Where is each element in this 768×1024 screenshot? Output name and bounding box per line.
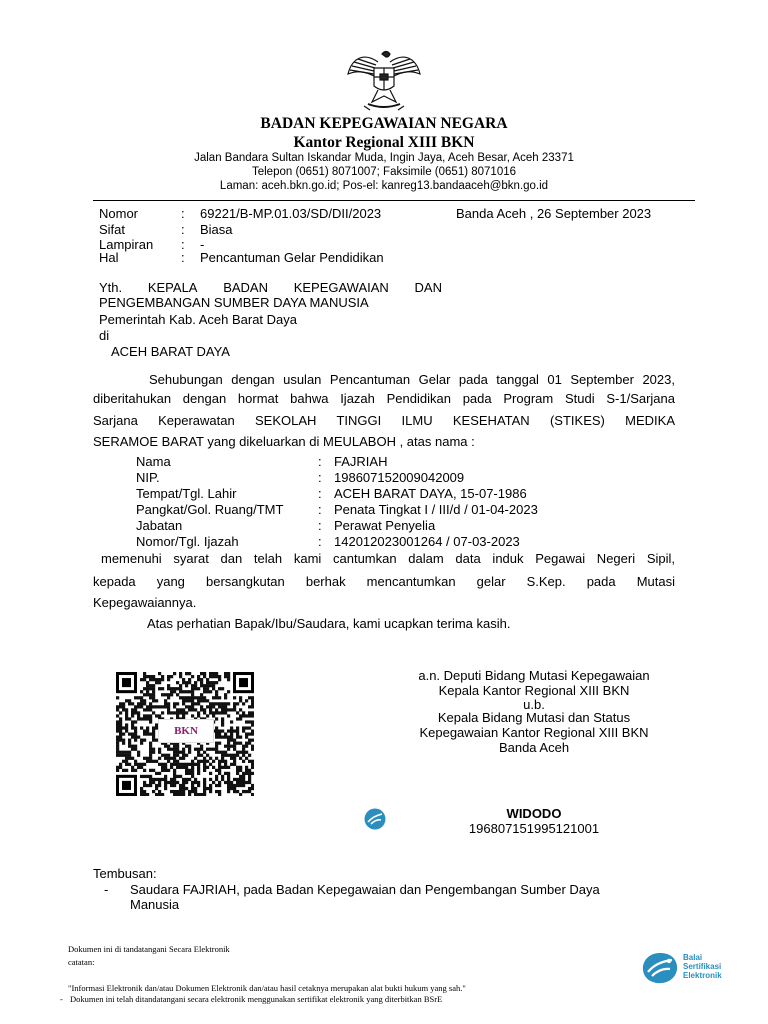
recipient-word: DAN (414, 280, 442, 295)
bsre-label-line: Elektronik (683, 971, 722, 980)
signature-line: Kepegawaian Kantor Regional XIII BKN (419, 725, 649, 740)
field-colon: : (318, 454, 322, 469)
cc-item-line: Manusia (130, 897, 180, 912)
signature-line: a.n. Deputi Bidang Mutasi Kepegawaian (418, 668, 650, 683)
field-value-rank: Penata Tingkat I / III/d / 01-04-2023 (334, 502, 538, 517)
meta-colon: : (181, 222, 185, 237)
body-para1-line: diberitahukan dengan hormat bahwa Ijazah Pendidikan pada Program Studi S-1/Sarjana (93, 391, 675, 406)
field-label-rank: Pangkat/Gol. Ruang/TMT (136, 502, 284, 517)
letterhead-divider (93, 200, 695, 201)
garuda-emblem-icon (344, 48, 424, 114)
recipient-word: KEPALA (147, 280, 198, 295)
cc-bullet: - (104, 882, 109, 897)
meta-colon: : (181, 237, 185, 252)
recipient-line-4: di (99, 328, 110, 343)
field-value-nama: FAJRIAH (334, 454, 388, 469)
footer-note: catatan: (68, 957, 95, 967)
body-para1-line: Sarjana Keperawatan SEKOLAH TINGGI ILMU KESEHATAN (STIKES) MEDIKA (93, 413, 675, 428)
cc-title: Tembusan: (93, 866, 157, 881)
recipient-line-5: ACEH BARAT DAYA (111, 344, 230, 359)
org-web: Laman: aceh.bkn.go.id; Pos-el: kanreg13.bandaaceh@bkn.go.id (219, 180, 549, 192)
meta-colon: : (181, 250, 185, 265)
signature-line: Kepala Bidang Mutasi dan Status (437, 710, 631, 725)
recipient-word: KEPEGAWAIAN (293, 280, 389, 295)
bsre-label-line: Balai (683, 953, 703, 962)
place-date: Banda Aceh , 26 September 2023 (456, 206, 652, 221)
org-name: BADAN KEPEGAWAIAN NEGARA (260, 115, 508, 132)
bsre-label-line: Sertifikasi (683, 962, 722, 971)
field-value-nip: 198607152009042009 (334, 470, 465, 485)
signer-name: WIDODO (506, 806, 562, 821)
field-label-birth: Tempat/Tgl. Lahir (136, 486, 237, 501)
bsre-logo-icon (640, 950, 680, 986)
footer-bullet: - (60, 994, 63, 1004)
meta-label-sifat: Sifat (99, 222, 126, 237)
field-colon: : (318, 486, 322, 501)
field-colon: : (318, 470, 322, 485)
body-para2-line: memenuhi syarat dan telah kami cantumkan dalam data induk Pegawai Negeri Sipil, (101, 551, 675, 566)
signer-nip: 196807151995121001 (468, 821, 600, 836)
meta-value-lampiran: - (200, 237, 205, 252)
meta-value-sifat: Biasa (200, 222, 233, 237)
org-address: Jalan Bandara Sultan Iskandar Muda, Ingin Jaya, Aceh Besar, Aceh 23371 (194, 152, 574, 164)
footer-note: Dokumen ini di tandatangani Secara Elektronik (68, 944, 230, 954)
closing-line: Atas perhatian Bapak/Ibu/Saudara, kami ucapkan terima kasih. (147, 616, 511, 631)
signature-line: Banda Aceh (498, 740, 570, 755)
field-colon: : (318, 534, 322, 549)
bkn-logo: BKN (158, 719, 214, 743)
field-label-diploma: Nomor/Tgl. Ijazah (136, 534, 239, 549)
recipient-line-3: Pemerintah Kab. Aceh Barat Daya (99, 312, 298, 327)
field-colon: : (318, 502, 322, 517)
org-sub-name: Kantor Regional XIII BKN (293, 134, 475, 151)
recipient-word: Yth. (99, 280, 123, 295)
meta-value-nomor: 69221/B-MP.01.03/SD/DII/2023 (200, 206, 382, 221)
meta-label-hal: Hal (99, 250, 119, 265)
field-label-nip: NIP. (136, 470, 160, 485)
body-para1-line: Sehubungan dengan usulan Pencantuman Gelar pada tanggal 01 September 2023, (149, 372, 675, 387)
body-para2-line: kepada yang bersangkutan berhak mencantumkan gelar S.Kep. pada Mutasi (93, 574, 675, 589)
recipient-word: BADAN (223, 280, 268, 295)
signature-line: Kepala Kantor Regional XIII BKN (438, 683, 630, 698)
field-value-birth: ACEH BARAT DAYA, 15-07-1986 (334, 486, 527, 501)
meta-colon: : (181, 206, 185, 221)
body-para2-line: Kepegawaiannya. (93, 595, 197, 610)
meta-label-lampiran: Lampiran (99, 237, 154, 252)
field-value-diploma: 142012023001264 / 07-03-2023 (334, 534, 520, 549)
meta-value-hal: Pencantuman Gelar Pendidikan (200, 250, 384, 265)
signature-line: u.b. (523, 697, 545, 712)
org-phone: Telepon (0651) 8071007; Faksimile (0651) 8071016 (251, 166, 517, 178)
recipient-line-2: PENGEMBANGAN SUMBER DAYA MANUSIA (99, 295, 369, 310)
cc-item-line: Saudara FAJRIAH, pada Badan Kepegawaian dan Pengembangan Sumber Daya (130, 882, 600, 897)
bsre-label (683, 953, 722, 980)
footer-note: Dokumen ini telah ditandatangani secara elektronik menggunakan sertifikat elektronik yang diterbitkan BSrE (70, 994, 443, 1004)
field-value-position: Perawat Penyelia (334, 518, 436, 533)
body-para1-line: SERAMOE BARAT yang dikeluarkan di MEULABOH , atas nama : (93, 434, 475, 449)
meta-label-nomor: Nomor (99, 206, 139, 221)
footer-note: "Informasi Elektronik dan/atau Dokumen Elektronik dan/atau hasil cetaknya merupakan alat bukti hukum yang sah." (68, 983, 466, 993)
recipient-line-1 (99, 280, 442, 296)
field-label-position: Jabatan (136, 518, 183, 533)
field-label-nama: Nama (136, 454, 171, 469)
field-colon: : (318, 518, 322, 533)
